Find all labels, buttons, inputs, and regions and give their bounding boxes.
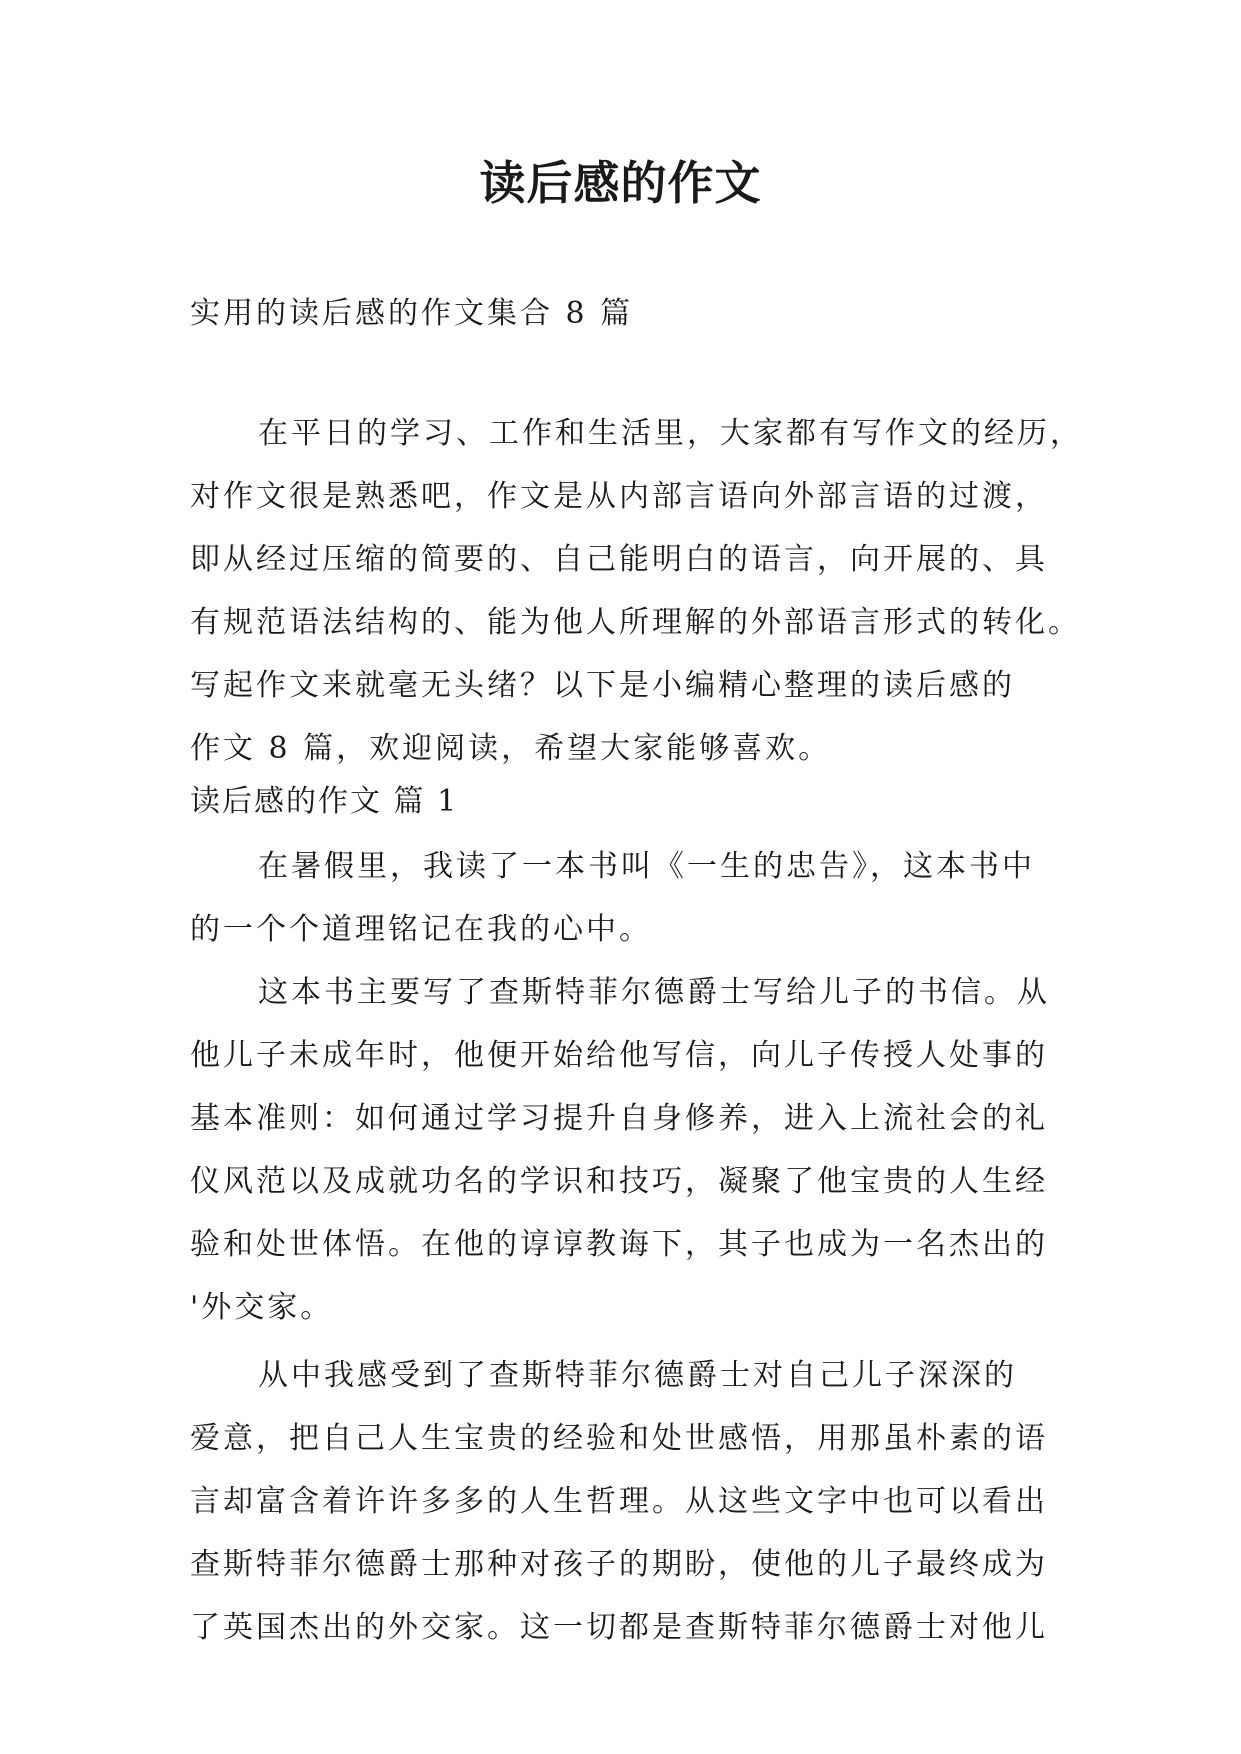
paragraph-line: 爱意，把自己人生宝贵的经验和处世感悟，用那虽朴素的语	[190, 1421, 1048, 1456]
document-title: 读后感的作文	[479, 156, 762, 210]
intro-line: 在平日的学习、工作和生活里，大家都有写作文的经历，	[258, 416, 1083, 451]
paragraph-line: 仪风范以及成就功名的学识和技巧，凝聚了他宝贵的人生经	[190, 1164, 1048, 1199]
paragraph-line: 言却富含着许许多多的人生哲理。从这些文字中也可以看出	[190, 1484, 1048, 1519]
paragraph-line: 他儿子未成年时，他便开始给他写信，向儿子传授人处事的	[190, 1038, 1048, 1073]
intro-line: 作文 8 篇，欢迎阅读，希望大家能够喜欢。	[190, 731, 832, 766]
section-heading: 读后感的作文 篇 1	[190, 784, 459, 819]
paragraph-line: 了英国杰出的外交家。这一切都是查斯特菲尔德爵士对他儿	[190, 1610, 1048, 1645]
paragraph-line: 从中我感受到了查斯特菲尔德爵士对自己儿子深深的	[258, 1358, 1017, 1393]
paragraph-line: 验和处世体悟。在他的谆谆教诲下，其子也成为一名杰出的	[190, 1227, 1048, 1262]
intro-line: 即从经过压缩的简要的、自己能明白的语言，向开展的、具	[190, 542, 1048, 577]
intro-line: 对作文很是熟悉吧，作文是从内部言语向外部言语的过渡，	[190, 479, 1048, 514]
intro-line: 有规范语法结构的、能为他人所理解的外部语言形式的转化。	[190, 605, 1081, 640]
paragraph-line: 基本准则：如何通过学习提升自身修养，进入上流社会的礼	[190, 1101, 1048, 1136]
paragraph-line: 在暑假里，我读了一本书叫《一生的忠告》，这本书中	[258, 849, 1035, 884]
paragraph-line: 查斯特菲尔德爵士那种对孩子的期盼，使他的儿子最终成为	[190, 1547, 1048, 1582]
paragraph-line: 的一个个道理铭记在我的心中。	[190, 912, 652, 947]
document-subtitle: 实用的读后感的作文集合 8 篇	[190, 296, 634, 331]
paragraph-line: 这本书主要写了查斯特菲尔德爵士写给儿子的书信。从	[258, 975, 1050, 1010]
paragraph-line: '外交家。	[190, 1290, 334, 1325]
intro-line: 写起作文来就毫无头绪？以下是小编精心整理的读后感的	[190, 668, 1015, 703]
